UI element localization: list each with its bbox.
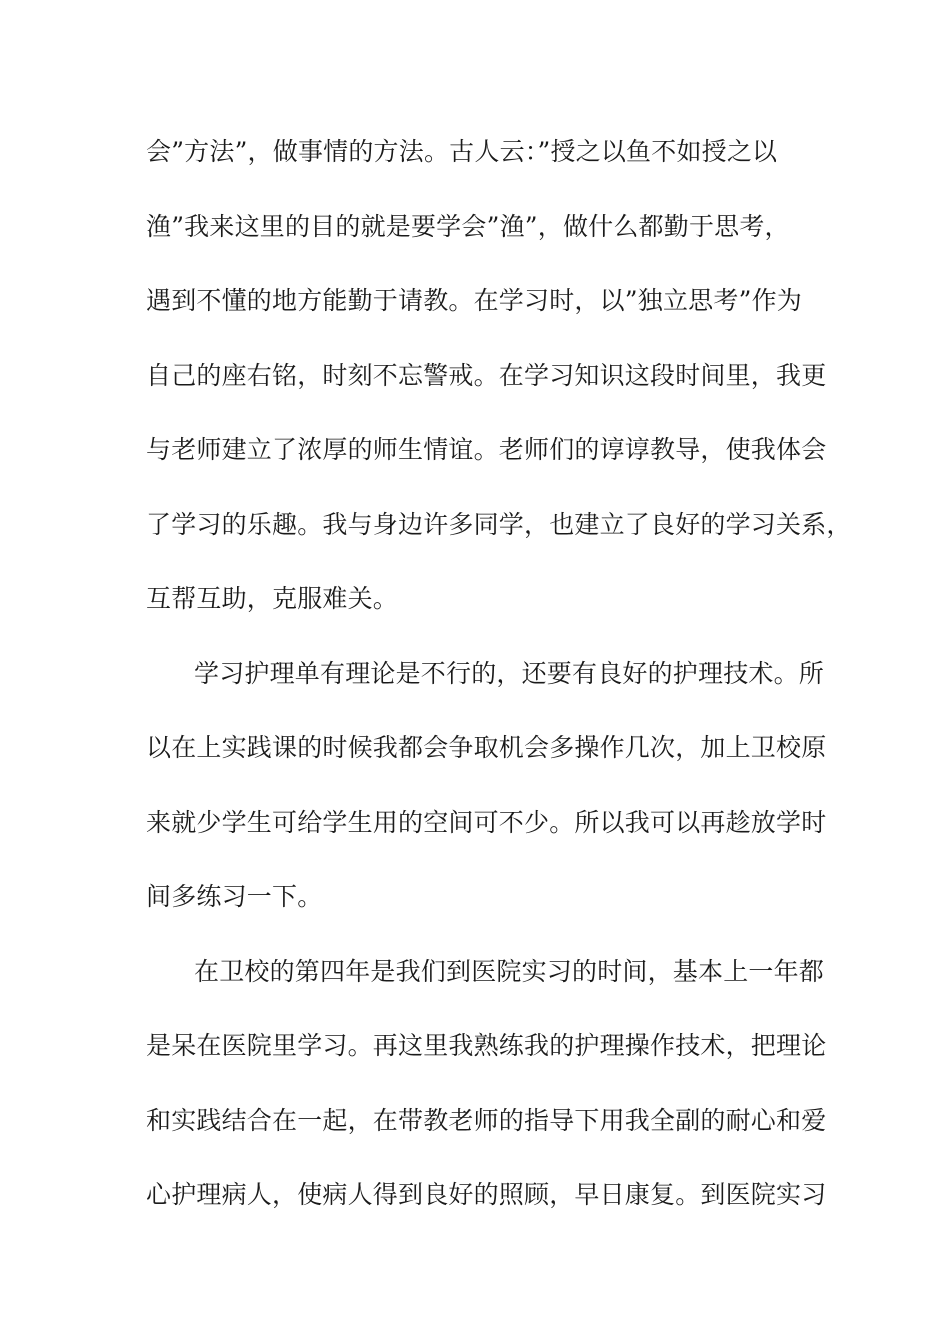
text-line-12: 在卫校的第四年是我们到医院实习的时间，基本上一年都 [194, 957, 825, 986]
text-line-4: 自己的座右铭，时刻不忘警戒。在学习知识这段时间里，我更 [146, 361, 827, 390]
text-line-1: 会”方法”，做事情的方法。古人云：”授之以鱼不如授之以 [146, 137, 778, 166]
text-line-2: 渔”我来这里的目的就是要学会”渔”，做什么都勤于思考， [146, 212, 790, 241]
text-line-8: 学习护理单有理论是不行的，还要有良好的护理技术。所 [194, 659, 825, 688]
text-line-15: 心护理病人，使病人得到良好的照顾，早日康复。到医院实习 [146, 1180, 827, 1209]
text-line-9: 以在上实践课的时候我都会争取机会多操作几次，加上卫校原 [146, 733, 827, 762]
text-line-6: 了学习的乐趣。我与身边许多同学，也建立了良好的学习关系， [146, 510, 852, 539]
text-line-5: 与老师建立了浓厚的师生情谊。老师们的谆谆教导，使我体会 [146, 435, 827, 464]
text-line-13: 是呆在医院里学习。再这里我熟练我的护理操作技术，把理论 [146, 1031, 827, 1060]
text-line-3: 遇到不懂的地方能勤于请教。在学习时，以”独立思考”作为 [146, 286, 802, 315]
text-line-11: 间多练习一下。 [146, 882, 323, 911]
text-line-7: 互帮互助，克服难关。 [146, 584, 399, 613]
text-line-10: 来就少学生可给学生用的空间可不少。所以我可以再趁放学时 [146, 808, 827, 837]
text-line-14: 和实践结合在一起，在带教老师的指导下用我全副的耐心和爱 [146, 1106, 827, 1135]
